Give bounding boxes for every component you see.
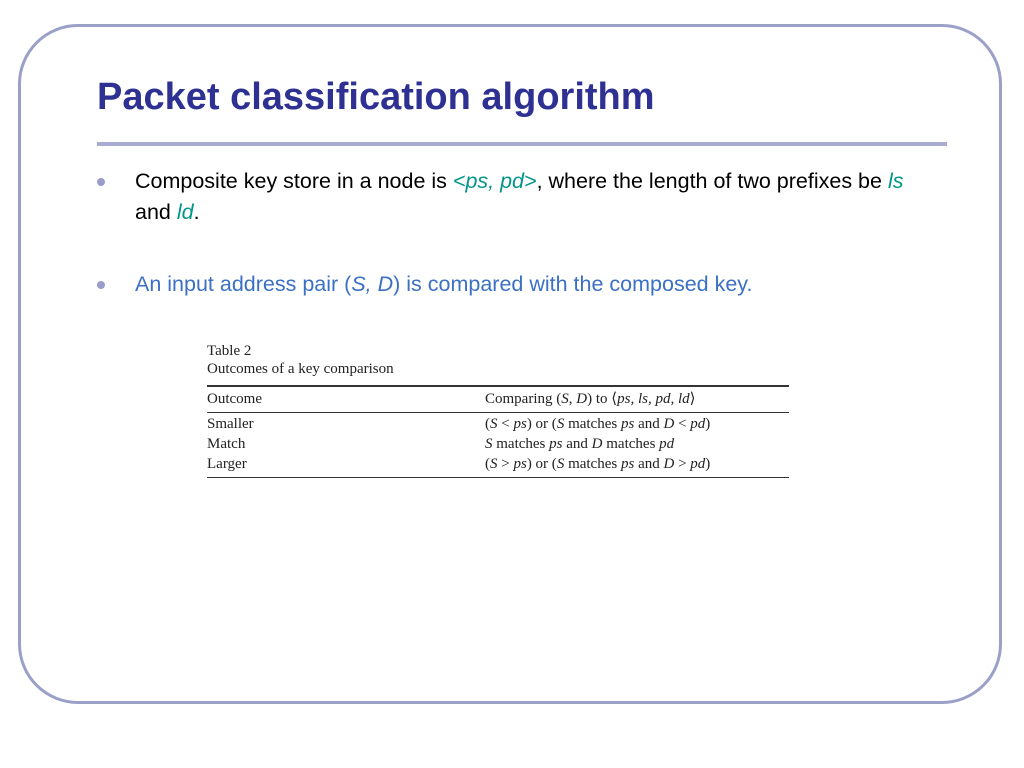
table-row [207, 454, 789, 474]
title-underline [97, 142, 947, 146]
row-outcome: Larger [207, 455, 247, 472]
slide-title: Packet classification algorithm [97, 76, 655, 118]
bullet-text [135, 166, 915, 228]
bullet-dot-icon [97, 281, 105, 289]
bullet-text-part: An input address pair ( [135, 272, 352, 296]
table-caption-title: Outcomes of a key comparison [207, 361, 394, 377]
row-comparison: (S < ps) or (S matches ps and D < pd) [485, 415, 711, 432]
table-caption-number: Table 2 [207, 343, 252, 359]
bullet-composite-key [97, 166, 904, 230]
bullet-text-part: and [135, 200, 177, 224]
bullet-text-part: , where the length of two prefixes be [536, 169, 888, 193]
row-outcome: Match [207, 435, 246, 452]
table-row [207, 414, 789, 434]
row-comparison: (S > ps) or (S matches ps and D > pd) [485, 455, 711, 472]
table-header-rule [207, 412, 789, 413]
bullet-text-part: ) is compared with the composed key. [393, 272, 753, 296]
bullet-text-part: . [193, 200, 200, 224]
header-comparing: Comparing (S, D) to ⟨ps, ls, pd, ld⟩ [485, 390, 696, 407]
table-header-row [207, 389, 789, 409]
bullet-address-pair [97, 269, 897, 301]
table-top-rule [207, 385, 789, 387]
table-row [207, 434, 789, 454]
ld-term: ld [176, 200, 194, 224]
address-pair-term: S, D [351, 272, 394, 296]
bullet-text-part: Composite key store in a node is [135, 169, 453, 193]
table-bottom-rule [207, 477, 789, 478]
ls-term: ls [887, 169, 904, 193]
bullet-dot-icon [97, 178, 105, 186]
row-comparison: S matches ps and D matches pd [485, 435, 675, 452]
composite-key-term: <ps, pd> [452, 169, 537, 193]
header-outcome: Outcome [207, 390, 262, 407]
row-outcome: Smaller [207, 415, 254, 432]
key-comparison-table [207, 342, 789, 478]
bullet-text [135, 269, 915, 300]
